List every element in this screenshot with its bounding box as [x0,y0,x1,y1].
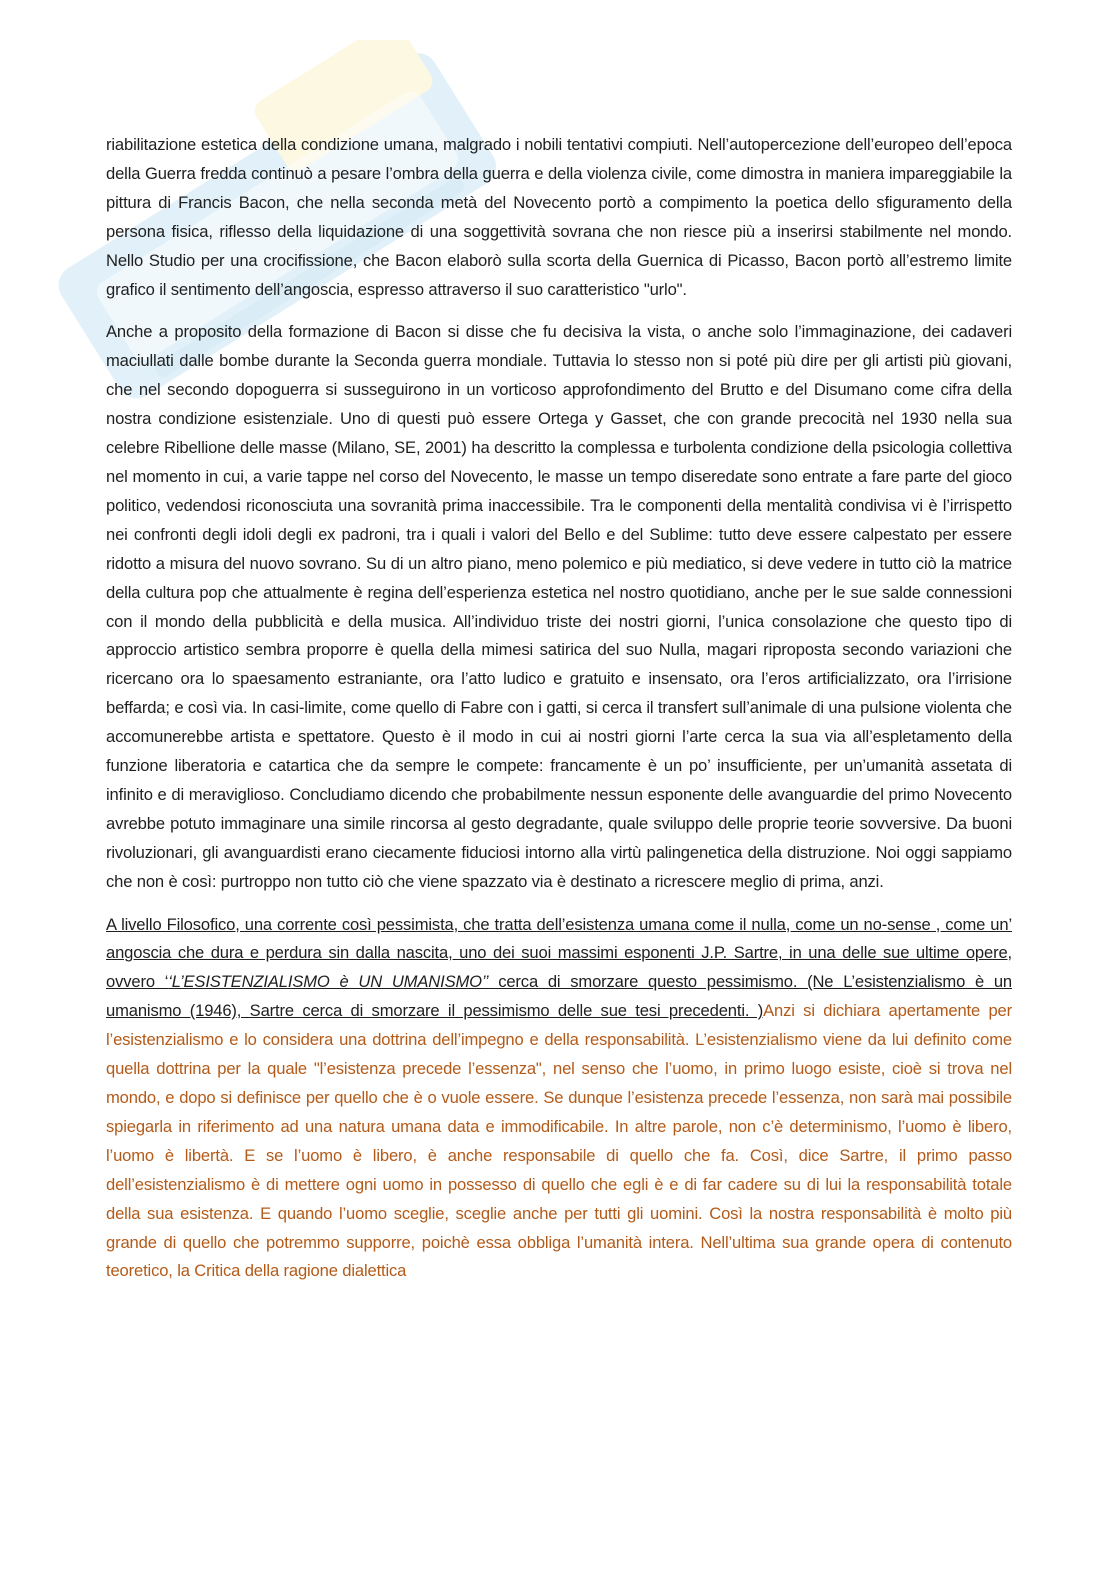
paragraph: riabilitazione estetica della condizione umana, malgrado i nobili tentativi compiuti. Nell’autopercezione dell’europeo dell’epoca della Guerra fredda continuò a pesare l’ombra della guerra e della violenza civile, come dimostra in maniera impareggiabile la pittura di Francis Bacon, che nella seconda metà del Novecento portò a compimento la poetica dello sfiguramento della persona fisica, riflesso della liquidazione di una soggettività sovrana che non riesce più a inserirsi stabilmente nel mondo. Nello Studio per una crocifissione, che Bacon elaborò sulla scorta della Guernica di Picasso, Bacon portò all’estremo limite grafico il sentimento dell’angoscia, espresso attraverso il suo caratteristico "urlo". [106,135,1012,299]
underlined-text: A livello Filosofico, una corrente così pessimista, che tratta dell’esistenza umana come il nulla, come un no-sense , come un’ angoscia che dura e perdura sin dalla nascita, uno dei suoi massimi esponenti J.P. Sartre, in una delle sue ultime opere, ovvero ‘ [106,914,1012,992]
highlighted-text: Anzi si dichiara apertamente per l’esistenzialismo e lo considera una dottrina dell’impegno e della responsabilità. L’esistenzialismo viene da lui definito come quella dottrina per la quale "l’esistenza precede l’essenza", nel senso che l’uomo, in primo luogo esiste, cioè si trova nel mondo, e dopo si definisce per quello che è o vuole essere. Se dunque l’esistenza precede l’essenza, non sarà mai possibile spiegarla in riferimento ad una natura umana data e immodificabile. In altre parole, non c’è determinismo, l’uomo è libero, l’uomo è libertà. E se l’uomo è libero, è anche responsabile di quello che fa. Così, dice Sartre, il primo passo dell’esistenzialismo è di mettere ogni uomo in possesso di quello che egli è e di far cadere su di lui la responsabilità totale della sua esistenza. E quando l’uomo sceglie, sceglie anche per tutti gli uomini. Così la nostra responsabilità è molto più grande di quello che potremmo supporre, poichè essa obbliga l’umanità intera. Nell’ultima sua grande opera di contenuto teoretico, la Critica della ragione dialettica [106,1001,1012,1281]
book-title: ‘L’ESISTENZIALISMO è UN UMANISMO’’ [168,972,489,992]
paragraph: Anche a proposito della formazione di Bacon si disse che fu decisiva la vista, o anche solo l’immaginazione, dei cadaveri maciullati dalle bombe durante la Seconda guerra mondiale. Tuttavia lo stesso non si poté più dire per gli artisti più giovani, che nel secondo dopoguerra si susseguirono in un vorticoso approfondimento del Brutto e del Disumano come cifra della nostra condizione esistenziale. Uno di questi può essere Ortega y Gasset, che con grande precocità nel 1930 nella sua celebre Ribellione delle masse (Milano, SE, 2001) ha descritto la complessa e turbolenta condizione della psicologia collettiva nel momento in cui, a varie tappe nel corso del Novecento, le masse un tempo diseredate sono entrate a fare parte del gioco politico, vedendosi riconosciuta una sovranità prima inaccessibile. Tra le componenti della mentalità condivisa vi è l’irrispetto nei confronti degli idoli degli ex padroni, tra i quali i valori del Bello e del Sublime: tutto deve essere calpestato per essere ridotto a misura del nuovo sovrano. Su di un altro piano, meno polemico e più mediatico, si deve vedere in tutto ciò la matrice della cultura pop che attualmente è regina dell’esperienza estetica nel nostro quotidiano, anche per le sue salde connessioni con il mondo della pubblicità e della musica. All’individuo triste dei nostri giorni, l’unica consolazione che questo tipo di approccio artistico sembra proporre è quella della mimesi satirica del suo Nulla, magari riproposta secondo variazioni che ricercano ora lo spaesamento estraniante, ora l’atto ludico e gratuito e insensato, ora l’eros artificializzato, ora l’irrisione beffarda; e così via. In casi-limite, come quello di Fabre con i gatti, si cerca il transfert sull’animale di una pulsione violenta che accomunerebbe artista e spettatore. Questo è il modo in cui ai nostri giorni l’arte cerca la sua via all’espletamento della funzione liberatoria e catartica che da sempre le compete: francamente è un po’ insufficiente, per un’umanità assetata di infinito e di meraviglioso. Concludiamo dicendo che probabilmente nessun esponente delle avanguardie del primo Novecento avrebbe potuto immaginare una simile rincorsa al gesto degradante, quale sviluppo delle proprie teorie sovversive. Da buoni rivoluzionari, gli avanguardisti erano ciecamente fiduciosi intorno alla virtù palingenetica della distruzione. Noi oggi sappiamo che non è così: purtroppo non tutto ciò che viene spazzato via è destinato a ricrescere meglio di prima, anzi. [106,322,1012,891]
document-body [106,131,1012,1300]
underlined-text: cerca di smorzare questo pessimismo. (Ne L’esistenzialismo è un umanismo (1946), Sartre cerca di smorzare il pessimismo delle sue tesi precedenti. ) [106,972,1013,1021]
paragraph-sartre [106,911,1012,1287]
